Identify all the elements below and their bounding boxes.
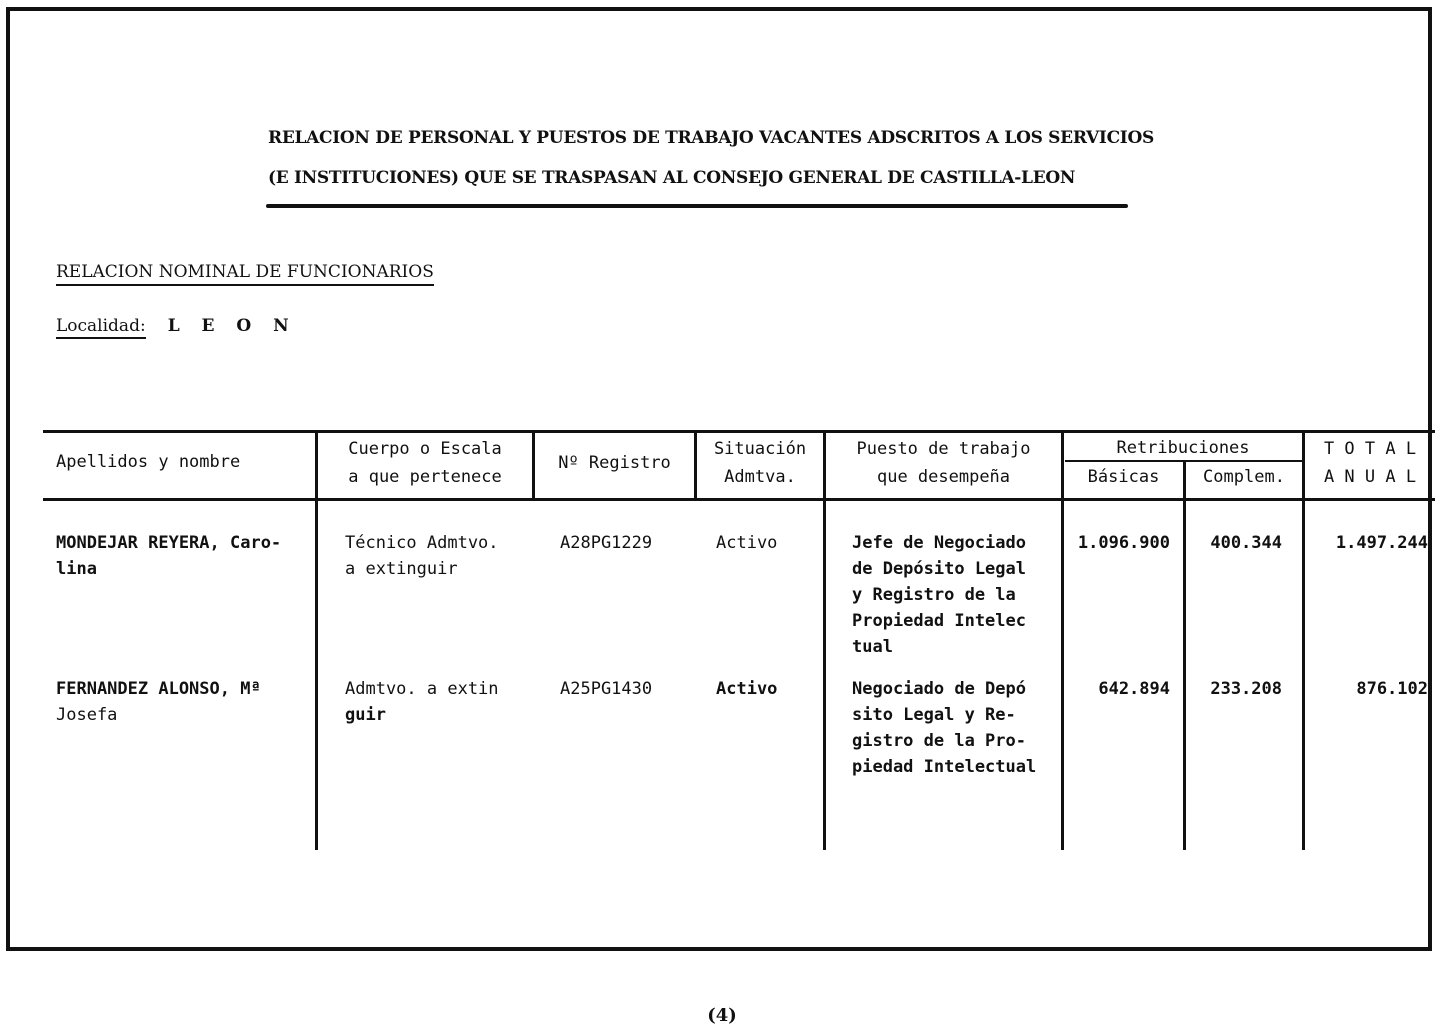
row1-status: Activo [716,533,778,553]
column-divider [1302,432,1305,850]
row1-basic: 1.096.900 [1077,533,1170,553]
row2-basic: 642.894 [1098,679,1170,699]
row2-corps-line-2: guir [345,705,386,725]
section-subheading: RELACION NOMINAL DE FUNCIONARIOS [56,262,434,286]
header-registry: Nº Registro [558,453,671,473]
row1-corps-line-2: a extinguir [345,559,458,579]
row1-name-line-1: MONDEJAR REYERA, Caro- [56,533,282,553]
row2-post-line-4: piedad Intelectual [852,757,1037,777]
row1-complementary: 400.344 [1210,533,1282,553]
column-divider [1183,462,1186,850]
locality-line [56,316,297,336]
row1-registry: A28PG1229 [560,533,653,553]
header-post-line-1: Puesto de trabajo [856,439,1031,459]
header-name: Apellidos y nombre [56,452,241,472]
header-status-line-2: Admtva. [724,467,796,487]
header-post-line-2: que desempeña [876,467,1011,487]
header-basicas: Básicas [1087,467,1160,487]
document-title-line-1: RELACION DE PERSONAL Y PUESTOS DE TRABAJO VACANTES ADSCRITOS A LOS SERVICIOS [268,128,1154,148]
row1-corps-line-1: Técnico Admtvo. [345,533,499,553]
header-status-line-1: Situación [713,439,807,459]
row2-name-line-1: FERNANDEZ ALONSO, Mª [56,679,261,699]
row1-post-line-1: Jefe de Negociado [852,533,1026,553]
page-number: (4) [707,1005,737,1026]
row1-post-line-4: Propiedad Intelec [852,611,1026,631]
row2-post-line-3: gistro de la Pro- [852,731,1026,751]
column-divider [1061,432,1064,850]
row1-total: 1.497.244 [1335,533,1428,553]
header-total-line-2: A N U A L [1323,467,1417,487]
row1-name-line-2: lina [56,559,97,579]
row2-name-line-2: Josefa [56,705,118,725]
row2-post-line-2: sito Legal y Re- [852,705,1016,725]
row2-registry: A25PG1430 [560,679,653,699]
header-retribuciones: Retribuciones [1116,438,1250,458]
header-total-line-1: T O T A L [1323,439,1417,459]
locality-value: L E O N [167,316,297,336]
header-corps-line-2: a que pertenece [348,467,502,487]
document-title-line-2: (E INSTITUCIONES) QUE SE TRASPASAN AL CONSEJO GENERAL DE CASTILLA-LEON [268,168,1076,188]
locality-label: Localidad: [56,316,146,339]
table-top-rule [43,430,1435,433]
header-corps-line-1: Cuerpo o Escala [348,439,502,459]
row2-complementary: 233.208 [1210,679,1282,699]
row2-corps-line-1: Admtvo. a extin [345,679,499,699]
row2-status: Activo [716,679,778,699]
column-divider [315,432,318,850]
column-divider [823,432,826,850]
row1-post-line-5: tual [852,637,893,657]
row1-post-line-2: de Depósito Legal [852,559,1026,579]
table-header-bottom-rule [43,498,1435,501]
row2-total: 876.102 [1356,679,1428,699]
header-complem: Complem. [1203,467,1285,487]
row2-post-line-1: Negociado de Depó [852,679,1026,699]
row1-post-line-3: y Registro de la [852,585,1016,605]
title-underline [266,204,1128,208]
